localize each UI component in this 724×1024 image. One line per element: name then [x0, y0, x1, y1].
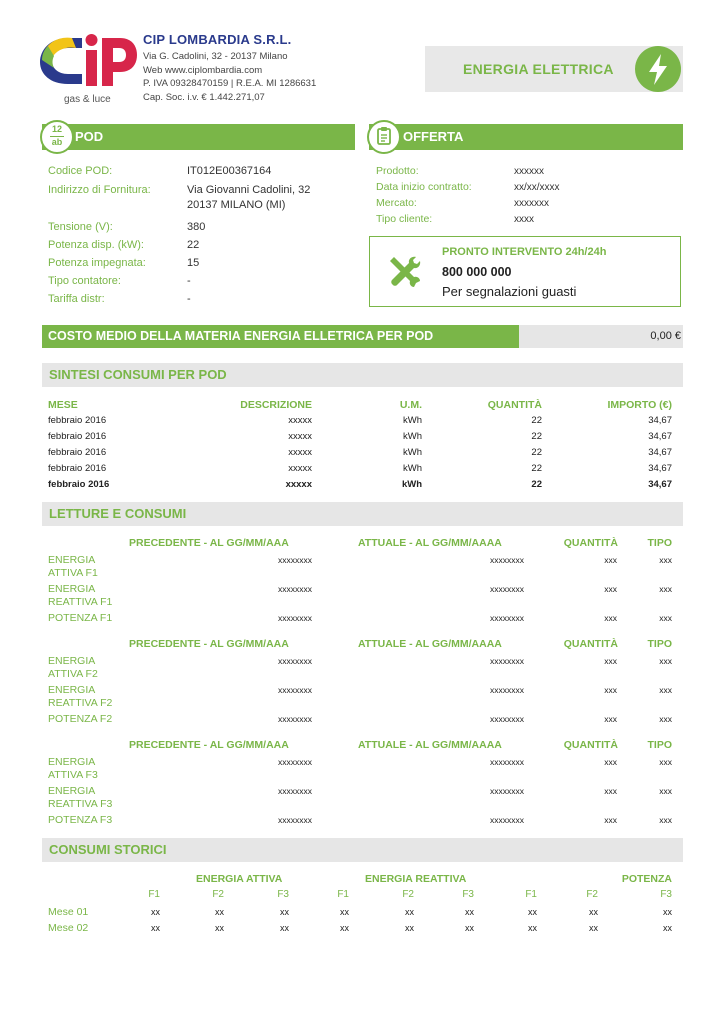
wrench-screwdriver-icon — [386, 253, 424, 296]
cell-descrizione: xxxxx — [288, 447, 312, 458]
pod-key: Potenza disp. (kW): — [48, 239, 144, 251]
row-label — [48, 554, 98, 580]
pod-badge-icon: 12 ab — [40, 120, 74, 154]
table-cell: xx — [528, 923, 537, 933]
costo-medio-value: 0,00 € — [650, 330, 681, 342]
sintesi-header-row — [48, 399, 674, 415]
cell-um: kWh — [403, 463, 422, 474]
col-header-attuale: ATTUALE - AL GG/MM/AAAA — [358, 537, 502, 549]
offerta-details — [376, 163, 676, 227]
cell-tipo: xxx — [659, 757, 672, 767]
sintesi-title: SINTESI CONSUMI PER POD — [49, 367, 227, 382]
row-label-line1: ENERGIA — [48, 655, 96, 667]
energy-type-label: ENERGIA ELETTRICA — [463, 61, 614, 77]
offerta-value: xxxxxx — [514, 166, 544, 177]
pod-row — [48, 163, 348, 180]
costo-medio-title: COSTO MEDIO DELLA MATERIA ENERGIA ELLETRICA PER POD — [42, 325, 519, 348]
cell-mese: febbraio 2016 — [48, 415, 107, 426]
table-cell: xx — [589, 907, 598, 917]
cell-attuale: xxxxxxxx — [490, 685, 524, 695]
table-row — [48, 554, 674, 583]
col-header-f3: F3 — [277, 889, 289, 900]
col-header-f2: F2 — [402, 889, 414, 900]
company-info — [143, 32, 316, 104]
cell-mese: febbraio 2016 — [48, 447, 107, 458]
cell-tipo: xxx — [659, 815, 672, 825]
cell-precedente: xxxxxxxx — [278, 685, 312, 695]
cell-quantita: xxx — [604, 786, 617, 796]
table-cell: xx — [589, 923, 598, 933]
pod-value: - — [187, 293, 191, 305]
col-header-f2: F2 — [586, 889, 598, 900]
clipboard-icon — [367, 120, 401, 154]
col-header-descrizione: DESCRIZIONE — [240, 399, 312, 411]
cell-attuale: xxxxxxxx — [490, 786, 524, 796]
cell-quantita: xxx — [604, 685, 617, 695]
col-header-quantita: QUANTITÀ — [563, 739, 618, 751]
row-label — [48, 756, 98, 782]
cell-attuale: xxxxxxxx — [490, 757, 524, 767]
pod-row — [48, 219, 348, 237]
cell-attuale: xxxxxxxx — [490, 555, 524, 565]
offerta-title: OFFERTA — [403, 129, 464, 144]
row-label-line1: POTENZA F1 — [48, 612, 113, 624]
col-header-f3: F3 — [660, 889, 672, 900]
table-row — [48, 479, 674, 495]
table-row — [48, 415, 674, 431]
table-row — [48, 713, 674, 733]
cell-quantita: 22 — [531, 431, 542, 442]
table-cell: xx — [405, 907, 414, 917]
lightning-bolt-icon — [635, 46, 681, 92]
row-label: Mese 02 — [48, 922, 89, 934]
company-logo — [38, 30, 138, 108]
group-header-energia-attiva: ENERGIA ATTIVA — [196, 873, 283, 885]
cell-attuale: xxxxxxxx — [490, 613, 524, 623]
col-header-quantita: QUANTITÀ — [563, 638, 618, 650]
cell-mese: febbraio 2016 — [48, 463, 107, 474]
table-cell: xx — [465, 907, 474, 917]
letture-header-row — [48, 638, 674, 655]
pod-key: Tensione (V): — [48, 221, 113, 233]
table-row — [48, 756, 674, 785]
col-header-f1: F1 — [148, 889, 160, 900]
letture-title: LETTURE E CONSUMI — [49, 506, 187, 521]
pod-key: Codice POD: — [48, 165, 113, 177]
table-cell: xx — [340, 923, 349, 933]
offerta-row — [376, 163, 676, 179]
row-label — [48, 785, 112, 811]
cell-precedente: xxxxxxxx — [278, 584, 312, 594]
letture-table — [48, 537, 674, 834]
cell-um: kWh — [403, 447, 422, 458]
row-label-line2: REATTIVA F3 — [48, 798, 113, 810]
pod-key: Potenza impegnata: — [48, 257, 146, 269]
row-label-line2: ATTIVA F3 — [48, 769, 98, 781]
pod-key: Indirizzo di Fornitura: — [48, 184, 151, 196]
cell-um: kWh — [403, 415, 422, 426]
row-label-line1: ENERGIA — [48, 785, 96, 797]
table-row — [48, 431, 674, 447]
cell-importo: 34,67 — [648, 415, 672, 426]
energy-type-box — [425, 46, 683, 92]
pod-value: - — [187, 275, 191, 287]
table-cell: xx — [663, 923, 672, 933]
storici-table — [48, 873, 674, 938]
company-capital: Cap. Soc. i.v. € 1.442.271,07 — [143, 91, 265, 103]
row-label-line1: ENERGIA — [48, 583, 96, 595]
storici-sub-header-row — [48, 889, 674, 906]
cell-tipo: xxx — [659, 584, 672, 594]
offerta-key: Tipo cliente: — [376, 213, 433, 225]
col-header-attuale: ATTUALE - AL GG/MM/AAAA — [358, 638, 502, 650]
cell-precedente: xxxxxxxx — [278, 714, 312, 724]
cell-quantita: 22 — [531, 463, 542, 474]
table-cell: xx — [280, 923, 289, 933]
table-cell: xx — [215, 923, 224, 933]
offerta-value: xx/xx/xxxx — [514, 182, 560, 193]
pod-details — [48, 163, 348, 309]
offerta-key: Prodotto: — [376, 165, 419, 177]
pod-row — [48, 255, 348, 273]
offerta-value: xxxx — [514, 214, 534, 225]
pod-value: IT012E00367164 — [187, 165, 272, 177]
pod-row — [48, 182, 348, 219]
emergency-title: PRONTO INTERVENTO 24h/24h — [442, 246, 607, 258]
cell-quantita: xxx — [604, 613, 617, 623]
cell-um: kWh — [403, 431, 422, 442]
cell-quantita: 22 — [531, 415, 542, 426]
table-row — [48, 922, 674, 938]
table-row — [48, 906, 674, 922]
col-header-precedente: PRECEDENTE - AL GG/MM/AAA — [129, 638, 289, 650]
pod-value: 22 — [187, 239, 200, 251]
company-vat: P. IVA 09328470159 | R.E.A. MI 1286631 — [143, 78, 317, 89]
company-web: Web www.ciplombardia.com — [143, 64, 263, 76]
emergency-phone[interactable]: 800 000 000 — [442, 265, 512, 279]
cell-precedente: xxxxxxxx — [278, 656, 312, 666]
cell-tipo: xxx — [659, 685, 672, 695]
col-header-f1: F1 — [337, 889, 349, 900]
cell-attuale: xxxxxxxx — [490, 656, 524, 666]
cell-tipo: xxx — [659, 786, 672, 796]
row-label — [48, 814, 112, 827]
col-header-f1: F1 — [525, 889, 537, 900]
cell-importo: 34,67 — [648, 463, 672, 474]
table-cell: xx — [151, 907, 160, 917]
cip-logo-icon — [38, 30, 138, 92]
cell-tipo: xxx — [659, 555, 672, 565]
cell-precedente: xxxxxxxx — [278, 815, 312, 825]
emergency-box — [369, 236, 681, 307]
row-label — [48, 713, 112, 726]
cell-quantita: xxx — [604, 757, 617, 767]
row-label-line2: ATTIVA F2 — [48, 668, 98, 680]
company-address: Via G. Cadolini, 32 - 20137 Milano — [143, 51, 288, 62]
company-name: CIP LOMBARDIA S.R.L. — [143, 32, 292, 47]
cell-precedente: xxxxxxxx — [278, 613, 312, 623]
cell-precedente: xxxxxxxx — [278, 757, 312, 767]
col-header-quantita: QUANTITÀ — [487, 399, 542, 411]
col-header-tipo: TIPO — [647, 739, 672, 751]
row-label — [48, 655, 98, 681]
cell-quantita: xxx — [604, 815, 617, 825]
offerta-key: Data inizio contratto: — [376, 181, 472, 193]
col-header-mese: MESE — [48, 399, 78, 411]
col-header-quantita: QUANTITÀ — [563, 537, 618, 549]
emergency-note: Per segnalazioni guasti — [442, 284, 577, 299]
letture-section-bar — [42, 502, 683, 526]
cell-precedente: xxxxxxxx — [278, 555, 312, 565]
cell-descrizione: xxxxx — [285, 479, 312, 490]
cell-quantita: 22 — [531, 479, 542, 490]
table-cell: xx — [663, 907, 672, 917]
table-row — [48, 814, 674, 834]
col-header-um: U.M. — [399, 399, 422, 411]
storici-title: CONSUMI STORICI — [49, 842, 167, 857]
col-header-attuale: ATTUALE - AL GG/MM/AAAA — [358, 739, 502, 751]
col-header-precedente: PRECEDENTE - AL GG/MM/AAA — [129, 537, 289, 549]
row-label — [48, 583, 112, 609]
offerta-key: Mercato: — [376, 197, 417, 209]
pod-value: 15 — [187, 257, 200, 269]
cell-precedente: xxxxxxxx — [278, 786, 312, 796]
row-label-line1: ENERGIA — [48, 756, 96, 768]
cell-quantita: xxx — [604, 656, 617, 666]
table-row — [48, 684, 674, 713]
cell-descrizione: xxxxx — [288, 415, 312, 426]
storici-section-bar — [42, 838, 683, 862]
cell-mese: febbraio 2016 — [48, 479, 110, 490]
row-label-line1: POTENZA F3 — [48, 814, 113, 826]
pod-value: 380 — [187, 221, 206, 233]
cell-attuale: xxxxxxxx — [490, 815, 524, 825]
sintesi-table — [48, 399, 674, 495]
table-row — [48, 785, 674, 814]
logo-tagline: gas & luce — [64, 94, 111, 105]
table-cell: xx — [280, 907, 289, 917]
cell-um: kWh — [401, 479, 422, 490]
cell-tipo: xxx — [659, 613, 672, 623]
col-header-tipo: TIPO — [647, 537, 672, 549]
col-header-tipo: TIPO — [647, 638, 672, 650]
offerta-row — [376, 179, 676, 195]
offerta-row — [376, 211, 676, 227]
table-cell: xx — [151, 923, 160, 933]
group-header-potenza: POTENZA — [621, 873, 672, 885]
cell-quantita: xxx — [604, 555, 617, 565]
cell-importo: 34,67 — [648, 479, 672, 490]
pod-key: Tipo contatore: — [48, 275, 121, 287]
storici-group-header-row — [48, 873, 674, 889]
col-header-importo: IMPORTO (€) — [607, 399, 672, 411]
row-label-line2: ATTIVA F1 — [48, 567, 98, 579]
table-cell: xx — [465, 923, 474, 933]
row-label-line1: ENERGIA — [48, 554, 96, 566]
pod-value: Via Giovanni Cadolini, 32 — [187, 184, 311, 196]
cell-tipo: xxx — [659, 656, 672, 666]
row-label — [48, 612, 112, 625]
cell-descrizione: xxxxx — [288, 463, 312, 474]
costo-medio-bar — [42, 325, 683, 348]
pod-row — [48, 237, 348, 255]
table-cell: xx — [405, 923, 414, 933]
pod-section-bar — [42, 124, 355, 150]
letture-header-row — [48, 739, 674, 756]
row-label: Mese 01 — [48, 906, 89, 918]
table-row — [48, 463, 674, 479]
cell-quantita: xxx — [604, 584, 617, 594]
group-header-energia-reattiva: ENERGIA REATTIVA — [365, 873, 467, 885]
cell-importo: 34,67 — [648, 447, 672, 458]
cell-tipo: xxx — [659, 714, 672, 724]
pod-title: POD — [75, 129, 104, 144]
offerta-value: xxxxxxx — [514, 198, 549, 209]
cell-quantita: 22 — [531, 447, 542, 458]
table-row — [48, 447, 674, 463]
row-label-line2: REATTIVA F1 — [48, 596, 113, 608]
table-row — [48, 655, 674, 684]
table-row — [48, 583, 674, 612]
col-header-precedente: PRECEDENTE - AL GG/MM/AAA — [129, 739, 289, 751]
pod-value-line2: 20137 MILANO (MI) — [187, 199, 286, 211]
col-header-f3: F3 — [462, 889, 474, 900]
table-cell: xx — [340, 907, 349, 917]
letture-header-row — [48, 537, 674, 554]
sintesi-section-bar — [42, 363, 683, 387]
row-label-line1: ENERGIA — [48, 684, 96, 696]
pod-row — [48, 291, 348, 309]
offerta-row — [376, 195, 676, 211]
cell-attuale: xxxxxxxx — [490, 714, 524, 724]
cell-mese: febbraio 2016 — [48, 431, 107, 442]
row-label — [48, 684, 112, 710]
table-cell: xx — [215, 907, 224, 917]
row-label-line1: POTENZA F2 — [48, 713, 113, 725]
cell-quantita: xxx — [604, 714, 617, 724]
table-row — [48, 612, 674, 632]
col-header-f2: F2 — [212, 889, 224, 900]
offerta-section-bar — [369, 124, 683, 150]
cell-attuale: xxxxxxxx — [490, 584, 524, 594]
pod-key: Tariffa distr: — [48, 293, 105, 305]
pod-row — [48, 273, 348, 291]
cell-importo: 34,67 — [648, 431, 672, 442]
row-label-line2: REATTIVA F2 — [48, 697, 113, 709]
cell-descrizione: xxxxx — [288, 431, 312, 442]
table-cell: xx — [528, 907, 537, 917]
